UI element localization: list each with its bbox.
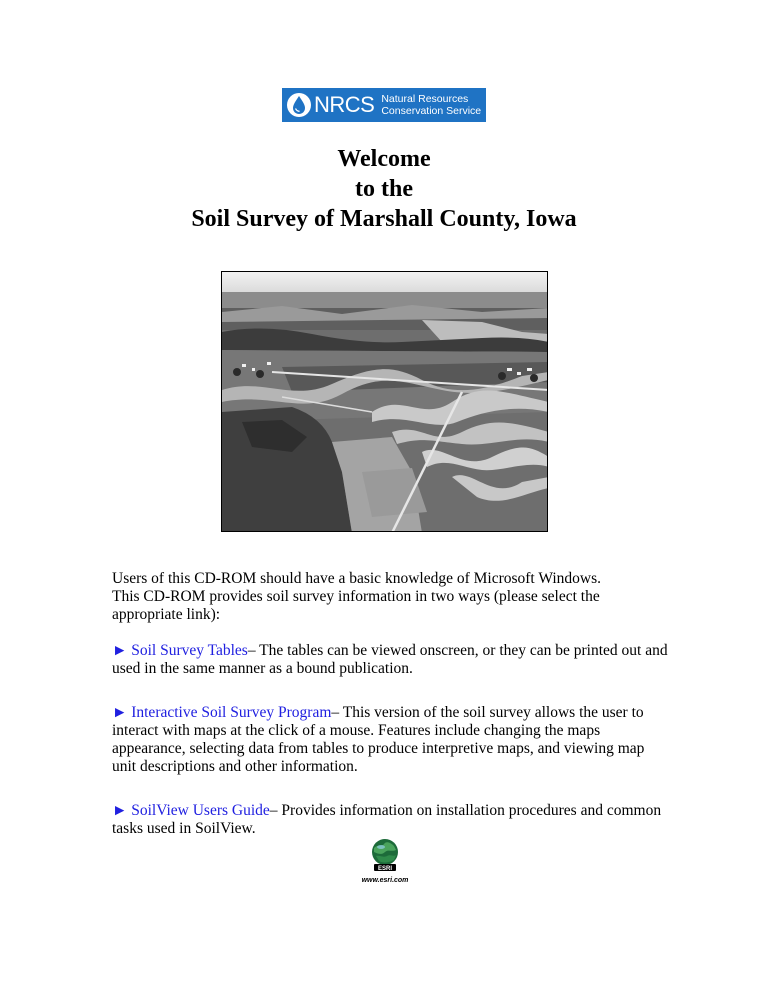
logo-line-2: Conservation Service	[381, 105, 482, 117]
intro-line-1: Users of this CD-ROM should have a basic knowledge of Microsoft Windows.	[112, 570, 601, 587]
arrow-icon: ►	[112, 642, 128, 659]
intro-line-3: appropriate link):	[112, 606, 221, 623]
intro-line-2: This CD-ROM provides soil survey information in two ways (please select the	[112, 588, 600, 605]
title-line-1: Welcome	[337, 146, 431, 172]
item-3-line-2: tasks used in SoilView.	[112, 820, 256, 837]
title-line-2: to the	[355, 176, 413, 202]
soil-survey-tables-link[interactable]: ► Soil Survey Tables	[112, 642, 248, 659]
logo-line-1: Natural Resources	[381, 93, 469, 105]
item-soil-survey-tables	[112, 642, 672, 678]
page-title	[0, 144, 768, 234]
esri-logo[interactable]	[360, 838, 410, 884]
logo-fullname	[381, 93, 481, 117]
item-soilview-guide	[112, 802, 672, 838]
item-1-line-2: used in the same manner as a bound publication.	[112, 660, 413, 677]
title-line-3: Soil Survey of Marshall County, Iowa	[191, 206, 577, 232]
esri-caption: www.esri.com	[361, 877, 409, 884]
water-drop-icon	[286, 92, 312, 118]
globe-icon	[370, 838, 400, 872]
item-2-line-4: unit descriptions and other information.	[112, 758, 358, 775]
interactive-soil-survey-program-link[interactable]: ► Interactive Soil Survey Program	[112, 704, 332, 721]
item-2-line-2: interact with maps at the click of a mouse. Features include changing the maps	[112, 722, 601, 739]
intro-paragraph	[112, 570, 652, 624]
item-2-line-1: – This version of the soil survey allows the user to	[331, 704, 644, 721]
item-2-line-3: appearance, selecting data from tables to produce interpretive maps, and viewing map	[112, 740, 645, 757]
soilview-users-guide-link[interactable]: ► SoilView Users Guide	[112, 802, 270, 819]
item-1-line-1: – The tables can be viewed onscreen, or they can be printed out and	[247, 642, 668, 659]
arrow-icon: ►	[112, 802, 128, 819]
esri-badge-text: ESRI	[377, 866, 393, 872]
logo-acronym: NRCS	[314, 92, 375, 117]
nrcs-logo	[282, 88, 486, 122]
arrow-icon: ►	[112, 704, 128, 721]
item-3-line-1: – Provides information on installation procedures and common	[269, 802, 662, 819]
item-interactive-program	[112, 704, 672, 776]
aerial-farmland-photo	[221, 271, 548, 532]
